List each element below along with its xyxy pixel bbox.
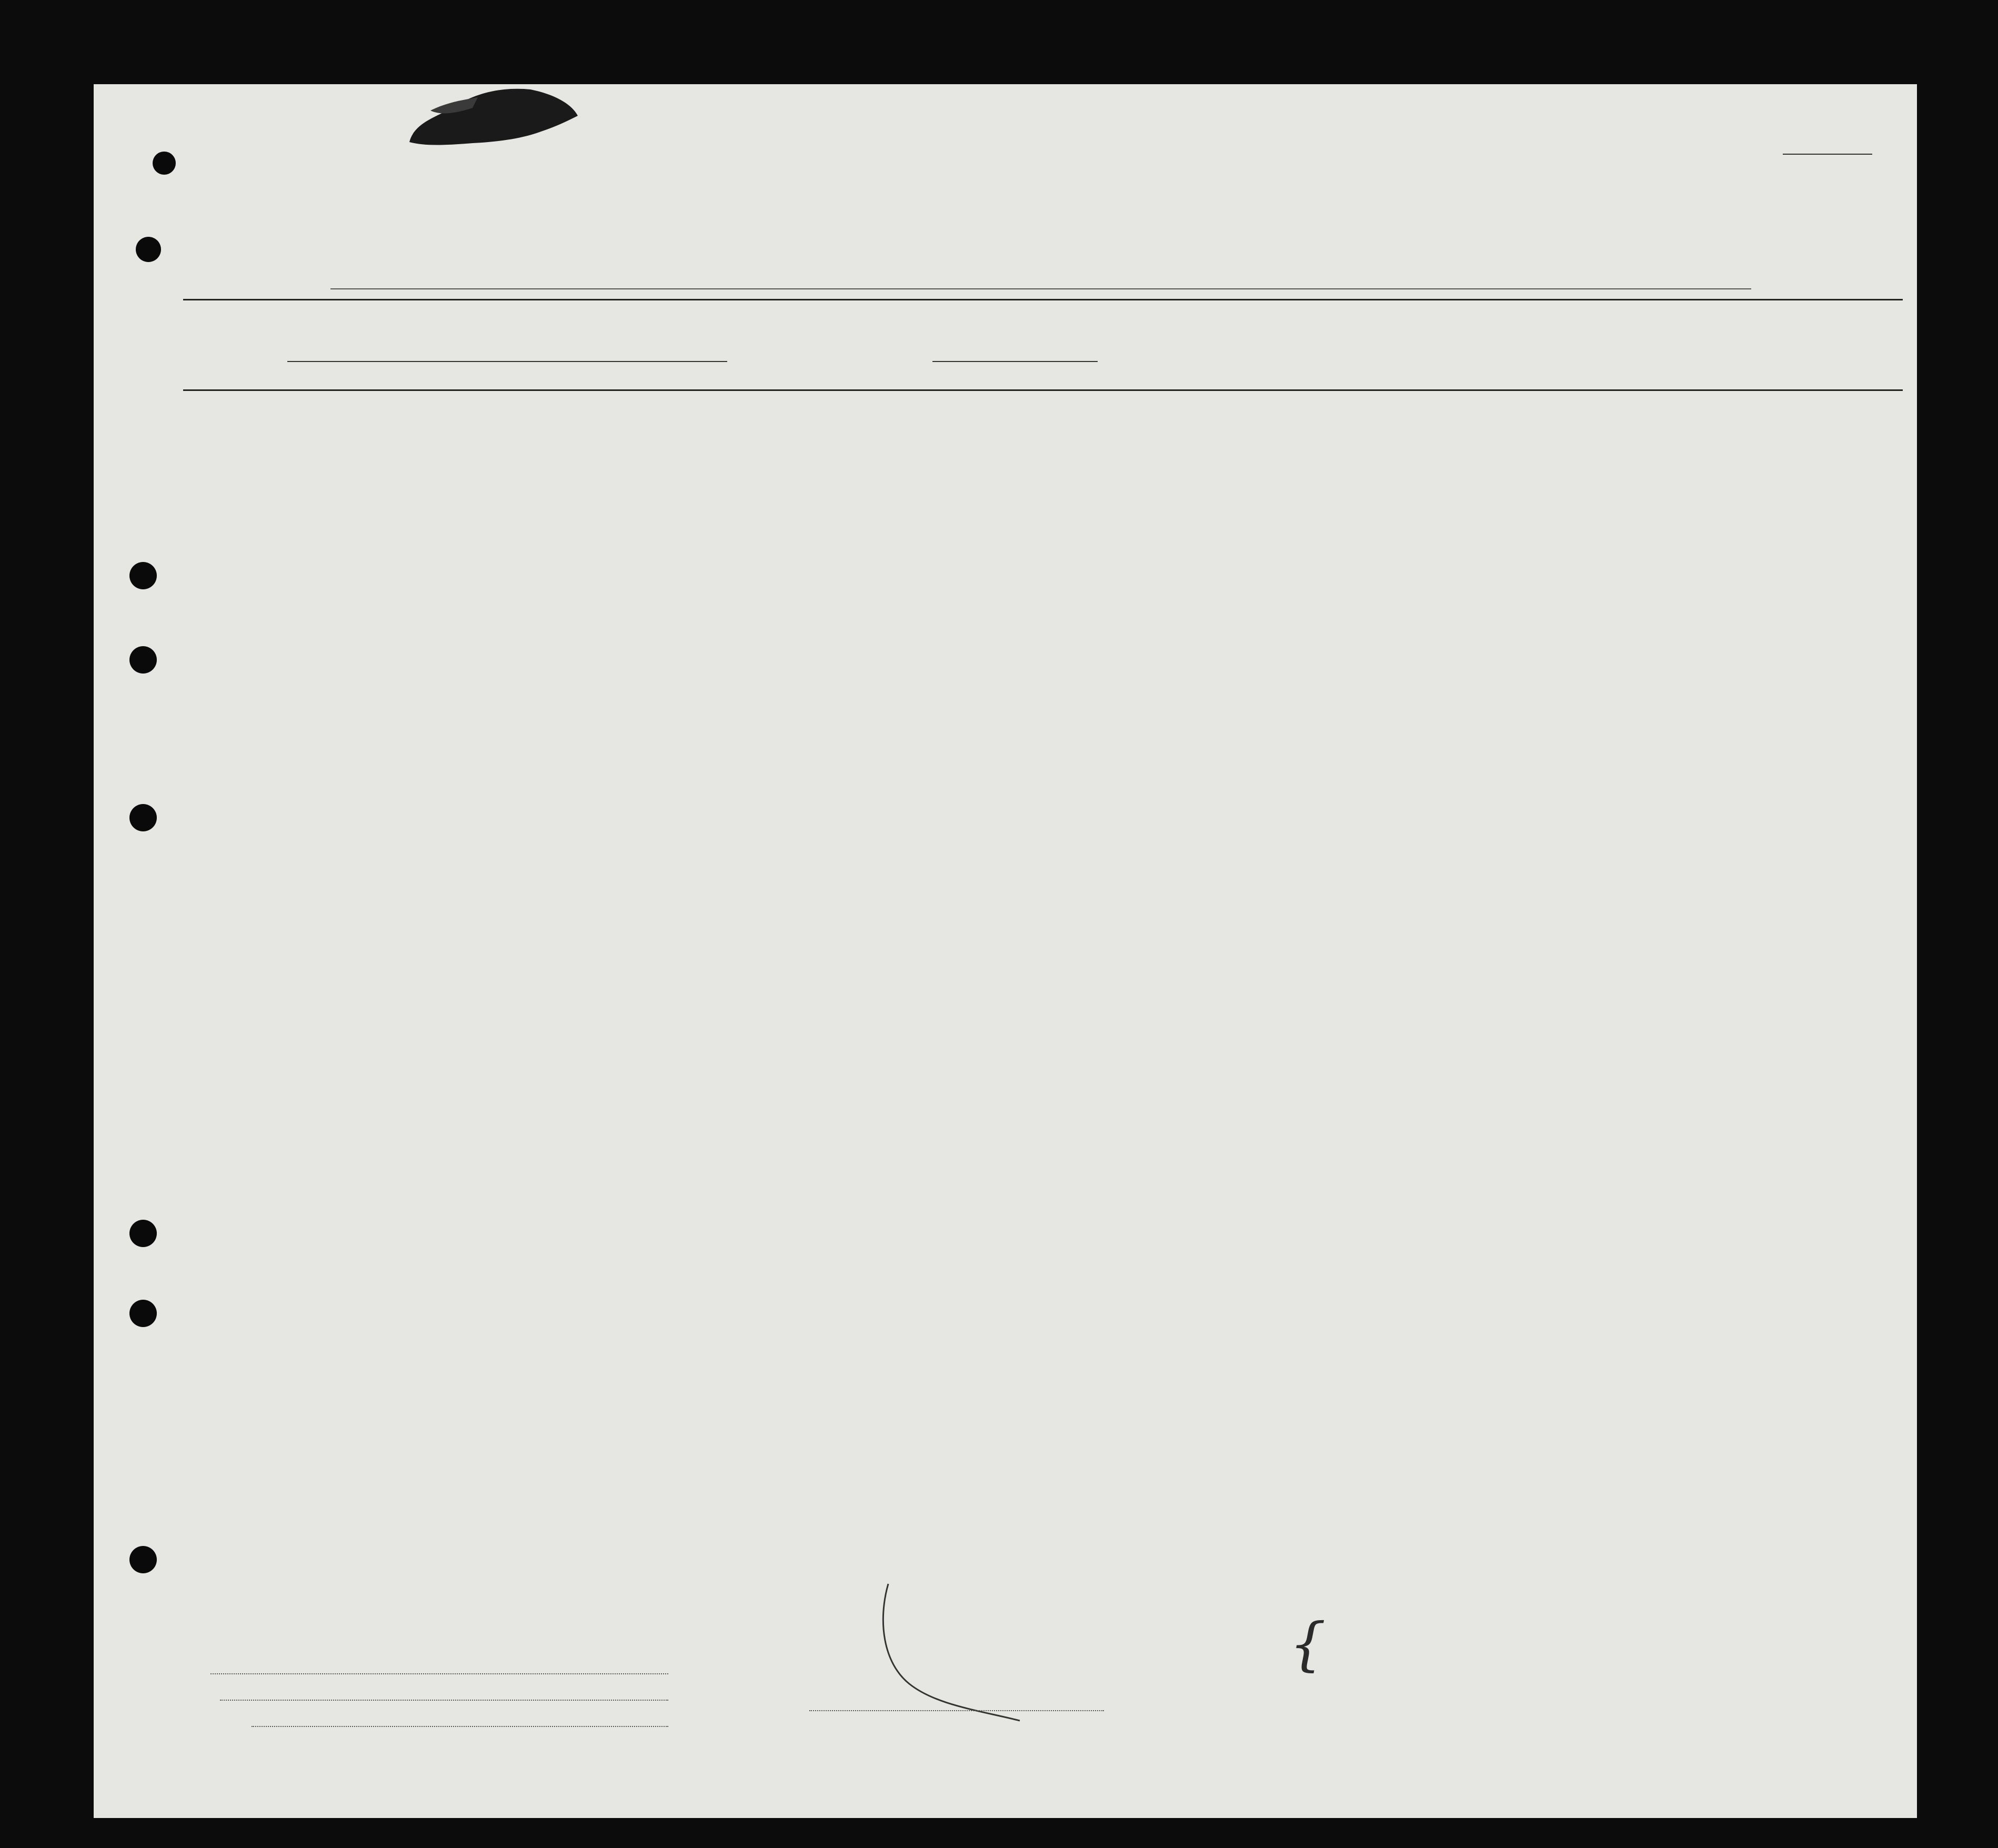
signature-pointer-line (778, 1579, 1041, 1789)
binder-hole (136, 237, 161, 262)
footer-line-rule (210, 1673, 668, 1674)
ink-blot-stamp (399, 84, 588, 153)
inspector-rule (809, 1710, 1104, 1711)
vessel-line-rule (330, 288, 1751, 289)
binder-hole (129, 804, 157, 831)
binder-hole (129, 1300, 157, 1327)
name-subheader-rule (287, 361, 727, 362)
sheet-number-underline (1783, 154, 1872, 155)
footer-owners-rule (220, 1700, 668, 1701)
manifest-sheet (94, 84, 1917, 1818)
binder-hole (129, 1220, 157, 1247)
binder-hole (129, 1546, 157, 1573)
footer-agents-rule (252, 1726, 668, 1727)
binder-hole (129, 562, 157, 589)
binder-hole (153, 152, 176, 175)
shipped-subheader-rule (932, 361, 1098, 362)
table-top-border (183, 299, 1903, 300)
binder-hole (129, 646, 157, 674)
crew-brace: { (1289, 1610, 1326, 1678)
table-header-bottom-border (183, 389, 1903, 391)
